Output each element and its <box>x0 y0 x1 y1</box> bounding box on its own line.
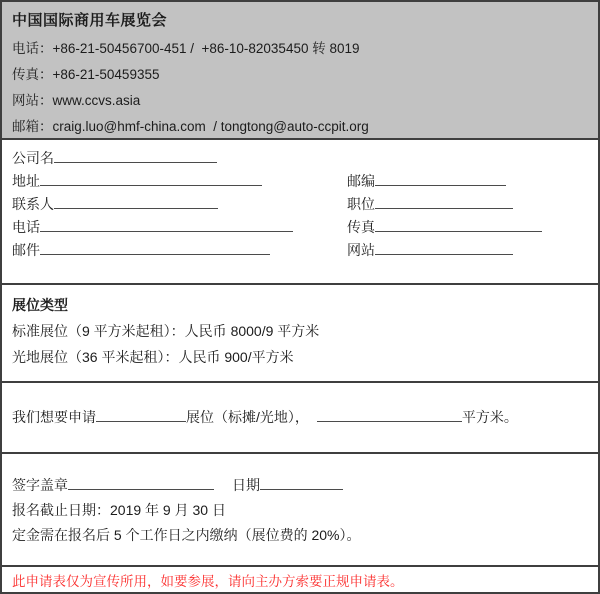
signature-line <box>12 473 590 498</box>
website-label: 网站 <box>347 242 375 258</box>
form-row <box>12 194 590 217</box>
application-suffix: 平方米。 <box>461 409 518 425</box>
application-middle: 展位（标摊/光地）， <box>186 409 309 425</box>
date-label: 日期 <box>232 477 260 493</box>
booth-type-section <box>2 285 598 383</box>
contact-person-label: 联系人 <box>12 196 54 212</box>
form-title: 中国国际商用车展览会 <box>12 12 168 29</box>
date-blank-line <box>260 477 343 490</box>
fax-label: 传真 <box>347 219 375 235</box>
sign-seal-label: 签字盖章 <box>12 477 68 493</box>
signature-section <box>2 454 598 567</box>
position-blank-line <box>375 196 513 209</box>
standard-booth-line: 标准展位（9 平方米起租）：人民币 8000/9 平方米 <box>12 323 320 339</box>
phone-field <box>12 217 347 237</box>
fax-field <box>347 217 590 237</box>
phone-label: 电话 <box>12 219 40 235</box>
booth-count-blank-line <box>96 409 186 422</box>
application-sentence <box>12 407 590 427</box>
fax-blank-line <box>375 219 542 232</box>
address-blank-line <box>40 173 262 186</box>
email-blank-line <box>40 242 270 255</box>
phone-blank-line <box>40 219 293 232</box>
company-blank-line <box>54 150 217 163</box>
header-website-line: 网站：www.ccvs.asia <box>12 93 141 108</box>
website-field <box>347 240 590 260</box>
company-label: 公司名 <box>12 150 54 166</box>
company-field <box>12 148 347 168</box>
header-section <box>2 2 598 140</box>
deposit-line: 定金需在报名后 5 个工作日之内缴纳（展位费的 20%）。 <box>12 527 361 543</box>
header-fax-line: 传真：+86-21-50459355 <box>12 67 160 82</box>
email-label: 邮件 <box>12 242 40 258</box>
application-section <box>2 383 598 454</box>
postcode-label: 邮编 <box>347 173 375 189</box>
notice-section <box>2 567 598 592</box>
signature-blank-line <box>68 477 214 490</box>
position-label: 职位 <box>347 196 375 212</box>
contact-form-section <box>2 140 598 285</box>
form-row <box>12 240 590 263</box>
position-field <box>347 194 590 214</box>
contact-person-blank-line <box>54 196 218 209</box>
postcode-blank-line <box>375 173 506 186</box>
deadline-line: 报名截止日期：2019 年 9 月 30 日 <box>12 502 226 518</box>
email-field <box>12 240 347 260</box>
form-row <box>12 171 590 194</box>
form-row <box>12 148 590 171</box>
promotional-notice: 此申请表仅为宣传所用，如要参展，请向主办方索要正规申请表。 <box>12 573 404 589</box>
booth-type-heading: 展位类型 <box>12 297 68 313</box>
form-row <box>12 217 590 240</box>
contact-person-field <box>12 194 347 214</box>
header-phone-line: 电话：+86-21-50456700-451 / +86-10-82035450 转 8019 <box>12 41 360 56</box>
postcode-field <box>347 171 590 191</box>
area-blank-line <box>317 409 462 422</box>
raw-space-booth-line: 光地展位（36 平米起租）：人民币 900/平方米 <box>12 349 294 365</box>
website-blank-line <box>375 242 513 255</box>
address-label: 地址 <box>12 173 40 189</box>
header-email-line: 邮箱：craig.luo@hmf-china.com / tongtong@auto-ccpit.org <box>12 119 369 134</box>
application-prefix: 我们想要申请 <box>12 409 96 425</box>
address-field <box>12 171 347 191</box>
